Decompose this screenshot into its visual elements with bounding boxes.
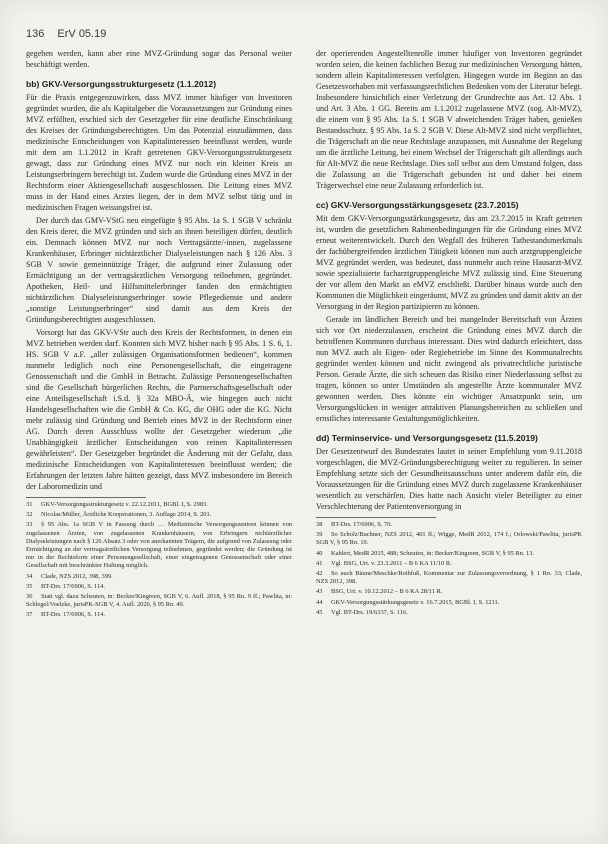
paragraph: Der Gesetzentwurf des Bundesrates lautet in seiner Empfehlung vom 9.11.2018 vorgeschlagen, die MVZ-Gründungsberechtigung weiter zu regulieren. In seiner Empfehlung setzte sich der Gesundheitsausschuss unter anderem dafür ein, die Voraussetzungen für die Gründung eines MVZ durch zugelassene Krankenhäuser wesentlich zu verschärfen. Dies hatte nach Ansicht vieler Beteiligter zu einer Verschlechterung der Patientenversorgung in <box>316 447 582 511</box>
footnote-number: 34 <box>26 572 33 580</box>
footnote-number: 37 <box>26 611 33 619</box>
footnote-divider <box>26 497 146 498</box>
paragraph: Für die Praxis entgegenzuwirken, dass MVZ immer häufiger von Investoren gegründet wurden, die als Kapitalgeber die Voraussetzungen zur Gründung eines MVZ erfüllten, erschied sich der Gesetzgeber für eine deutliche Einschränkung des Kreises der Gründungsberechtigten. Um das Potenzial einzudämmen, dass medizinische Entscheidungen von Kapitalinteressen beeinflusst werden, wurde mit dem am 1.1.2012 in Kraft getretenen GKV-Versorgungsstrukturgesetz gewagt, dass zur Gründung eines MVZ nur noch ein kleiner Kreis an Leistungserbringern berechtigt ist. Zudem wurde die Gründung eines MVZ in der Rechtsform einer Aktiengesellschaft ausgeschlossen. Die Leitung eines MVZ muss in der Hand eines Arztes liegen, der in dem MVZ selbst tätig und in medizinischen Fragen weisungsfrei ist. <box>26 93 292 212</box>
footnote <box>316 560 582 568</box>
footnote-number: 41 <box>316 559 323 567</box>
journal-title: ErV 05.19 <box>57 28 107 40</box>
footnotes <box>26 501 292 620</box>
footnote-number: 42 <box>316 570 323 578</box>
section-heading: cc) GKV-Versorgungsstärkungsgesetz (23.7.2015) <box>316 200 519 210</box>
paragraph: Vorsorgt hat das GKV-VStr auch den Kreis der Rechtsformen, in denen ein MVZ betrieben werden darf. Konnten sich MVZ bisher nach § 95 Abs. 1 S. 6, 1. HS. SGB V a.F. „aller zulässigen Organisationsformen bedienen“, kommen nunmehr lediglich noch eine Personengesellschaft, die eingetragene Genossenschaft und die GmbH in Betracht. Zulässige Personengesellschaften sind die Gesellschaft bürgerlichen Rechts, die Partnerschaftsgesellschaft oder eine Anteilsgesellschaft i.S.d. § 32a MBO-Ä, wie hingegen auch nicht Handelsgesellschaften wie die GmbH & Co. KG, die OHG oder die KG. Nicht mehr zulässig sind Gründung und Betrieb eines MVZ in der Rechtsform einer AG. Durch deren Ausschluss wollte der Gesetzgeber wiederum „die Unabhängigkeit ärztlicher Entscheidungen von reinen Kapitalinteressen gewährleisten“. Der Gesetzgeber begründet die Änderung mit der Gefahr, dass medizinische Entscheidungen von Kapitalinteressen beeinflusst werden; die Erfahrungen der letzten Jahre hätten gezeigt, dass MVZ insbesondere im Bereich der Laboromedizin und <box>26 328 292 491</box>
footnote-number: 40 <box>316 549 323 557</box>
page-number: 136 <box>26 28 45 40</box>
footnote-text: BT-Drs. 17/6906, S. 114. <box>41 582 105 590</box>
section-heading: bb) GKV-Versorgungsstrukturgesetz (1.1.2012) <box>26 79 217 89</box>
footnote-text: So Scholz/Buchner, NZS 2012, 401 ff.; Wigge, MedR 2012, 174 f.; Orlowski/Pawlita, jurisPK SGB V, § 95 Rn. 19. <box>316 531 582 547</box>
footnote <box>316 521 582 529</box>
footnote <box>316 599 582 607</box>
section-heading: dd) Terminservice- und Versorgungsgesetz (11.5.2019) <box>316 433 538 443</box>
paragraph: Der durch das GMV-VStG neu eingefügte § 95 Abs. 1a S. 1 SGB V schränkt den Kreis derer, die MVZ gründen und sich an ihnen beteiligen dürfen, deutlich ein. Demnach können MVZ nur noch Vertragsärzte/-innen, zugelassene Krankenhäuser, Erbringer nichtärztlicher Dialyseleistungen nach § 126 Abs. 3 SGB V sowie gemeinnützige Träger, die aufgrund einer Zulassung oder Ermächtigung an der vertragsärztlichen Versorgung teilnehmen, gegründet. Apotheken, Heil- und Hilfsmittelerbringer fanden den ermächtigten nichtärztlichen Dialyseleistungserbringer sowie Pflegedienste und andere „sonstige Leistungserbringer“ sind damit aus dem Kreis der Gründungsberechtigten ausgeschlossen. <box>26 216 292 324</box>
footnote-text: § 95 Abs. 1a SGB V in Fassung durch … Medizinische Versorgungszentren können von zugelassenen Ärzten, von zugelassenen Krankenhäusern, von Erbringern nichtärztlicher Dialyseleistungen nach § 126 Absatz 3 oder von anerkannten Trägern, die aufgrund von Zulassung oder Ermächtigung an der vertragsärztlichen Versorgung teilnehmen, gegründet werden; die Gründung ist nur in der Rechtsform einer Personengesellschaft, einer eingetragenen Genossenschaft oder einer Gesellschaft mit beschränkter Haftung möglich. <box>26 521 292 570</box>
footnote <box>316 588 582 596</box>
footnote-number: 39 <box>316 531 323 539</box>
footnote-number: 36 <box>26 593 33 601</box>
footnote-number: 45 <box>316 608 323 616</box>
footnote <box>26 573 292 581</box>
footnote <box>26 583 292 591</box>
footnote <box>316 531 582 547</box>
footnote-number: 38 <box>316 521 323 528</box>
footnote <box>26 511 292 519</box>
paragraph: der operierenden Angestelltenrolle immer häufiger von Investoren gegründet worden seien, die keinen fachlichen Bezug zur medizinischen Versorgung hätten, sondern allein Kapitalinteressen verfolgten. Hingegen wurde im Beginn an das Gesetzesvorhaben mit verfassungsrechtlichen Bedenken vom der Literatur belegt. Insbesondere hinsichtlich einer Verletzung der Grundrechte aus Art. 12 Abs. 1 und Art. 3 Abs. 1 GG. Bereits am 1.1.2012 zugelassene MVZ (sog. Alt-MVZ), die einem von § 95 Abs. 1a S. 1 SGB V abweichenden Träger haben, genießen Bestandsschutz. § 95 Abs. 1a S. 2 SGB V. Diese Alt-MVZ sind nicht verpflichtet, die Trägerschaft an die neue Rechtslage anzupassen, mit Ausnahme der Regelung um die ärztliche Leitung, bei einem Wechsel der Trägerschaft gilt allerdings auch für Alt-MVZ die neue Rechtslage. Dies soll selbst aus dem Umstand folgen, dass die Zulassung an die Trägerschaft gebunden ist und daher bei einem Trägerwechsel eine neue Zulassung erforderlich ist. <box>316 49 582 190</box>
footnote-text: Statt vgl. dazu Scheuten, in: Becker/Kingreen, SGB V, 6. Aufl. 2018, § 95 Rn. 9 ff.; Pawlita, in: Schlegel/Voelzke, jurisPK-SGB V, 4. Aufl. 2020, § 95 Rn. 49. <box>26 593 292 609</box>
footnote-text: BSG, Urt. v. 10.12.2012 – B 6 KA 28/11 R. <box>331 588 443 596</box>
footnote <box>26 611 292 619</box>
footnote-number: 32 <box>26 511 33 519</box>
footnote <box>26 593 292 609</box>
footnote-text: Clade, NZS 2012, 398, 399. <box>41 572 113 580</box>
left-column <box>26 48 292 622</box>
footnote-text: GKV-Versorgungsstrukturgesetz v. 22.12.2011, BGBl. I, S. 2983. <box>41 501 208 508</box>
footnote-divider <box>316 517 436 518</box>
footnote <box>316 550 582 558</box>
footnote <box>316 570 582 586</box>
footnote-text: BT-Drs. 17/6906, S. 70. <box>331 521 393 528</box>
footnote-number: 44 <box>316 598 323 606</box>
paragraph: gegeben werden, kann aber eine MVZ-Gründung sogar das Personal weiter beschäftigt werden. <box>26 49 292 69</box>
footnote-text: Vgl. BT-Drs. 19/6337, S. 116. <box>331 608 408 616</box>
footnote-text: Nicolas/Müller, Ärztliche Kooperationen, 3. Auflage 2014, S. 201. <box>41 511 212 519</box>
footnote-text: So auch Bäune/Meschke/Rothfuß, Kommentar zur Zulassungsverordnung, § 1 Rn. 33; Clade, NZS 2012, 398. <box>316 570 582 586</box>
footnote-number: 43 <box>316 588 323 596</box>
footnote-text: BT-Drs. 17/6906, S. 114. <box>41 611 105 619</box>
right-column <box>316 48 582 619</box>
footnote <box>26 501 292 509</box>
paragraph: Gerade im ländlichen Bereich und bei mangelnder Bereitschaft von Ärzten sich vor Ort niederzulassen, erscheint die Gründung eines MVZ durch die betroffenen Kommunen durchaus interessant. Dies wird dadurch erleichtert, dass nun MVZ auch als Eigen- oder Regiebetriebe im Sinne des Kommunalrechts gegründet werden können und nicht zwingend als privatrechtliche juristische Person. Gerade Ärzte, die sich scheuen das Risiko einer Niederlassung selbst zu tragen, können so unter Umständen als angestellte Ärzte kommunaler MVZ gewonnen werden. Dies könnte ein wichtiger Ansatzpunkt sein, um Versorgungslücken in weniger attraktiven Planungsbereichen zu schließen und ernstliches interessante Gestaltungsmöglichkeiten. <box>316 315 582 423</box>
footnote-number: 33 <box>26 521 33 529</box>
running-header <box>26 28 586 40</box>
paragraph: Mit dem GKV-Versorgungsstärkungsgesetz, das am 23.7.2015 in Kraft getreten ist, wurden die gesetzlichen Rahmenbedingungen für die Gründung eines MVZ erneut weiterentwickelt. Durch den Wegfall des früheren Tatbestandsmerkmals der fachübergreifenden ärztlichen Tätigkeit können nun auch arztgruppengleiche MVZ gegründet werden, was bedeutet, dass nunmehr auch reine Hausarzt-MVZ sowie spezialisierte facharztgruppengleiche MVZ zulässig sind. Eine Steuerung der vor allem den Markt an eMVZ erschließt. Darüber hinaus wurde auch den Kommunen die Möglichkeit eingeräumt, MVZ zu gründen und damit aktiv an der Versorgung in der Region partizipieren zu können. <box>316 214 582 311</box>
footnote-text: Kahlert, MedR 2015, 488; Scheuten, in: Becker/Kingreen, SGB V, § 95 Rn. 13. <box>331 549 534 557</box>
footnote-number: 31 <box>26 501 33 508</box>
footnote-number: 35 <box>26 582 33 590</box>
footnote <box>26 521 292 570</box>
footnote-text: GKV-Versorgungsstärkungsgesetz v. 16.7.2015, BGBl. I, S. 1211. <box>331 598 500 606</box>
footnote-text: Vgl. BSG, Urt. v. 23.3.2011 – B 6 KA 11/10 R. <box>331 559 452 567</box>
footnotes <box>316 521 582 617</box>
footnote <box>316 609 582 617</box>
